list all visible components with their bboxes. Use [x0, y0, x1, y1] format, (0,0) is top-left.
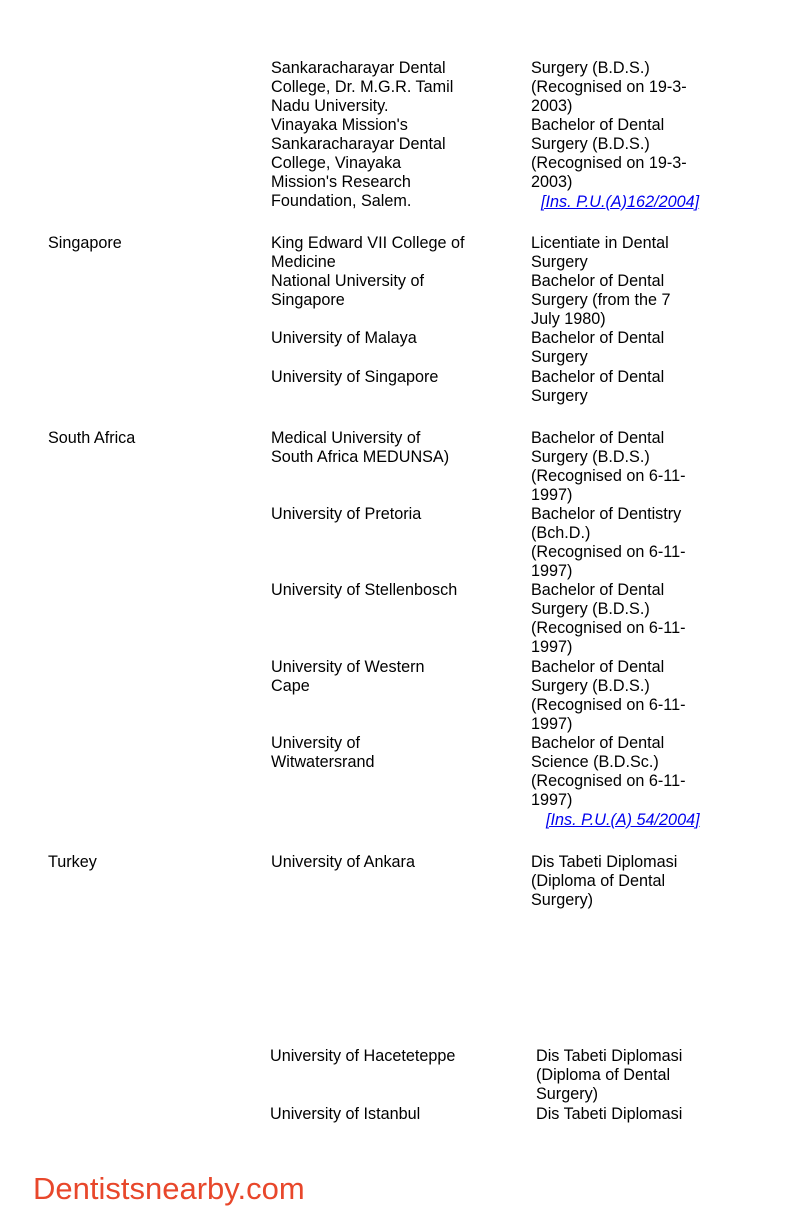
institution-western-cape: University of Western Cape — [271, 658, 425, 696]
qualification-stellenbosch: Bachelor of Dental Surgery (B.D.S.) (Recognised on 6-11- 1997) — [531, 581, 686, 657]
qualification-nus: Bachelor of Dental Surgery (from the 7 July 1980) — [531, 272, 671, 329]
qualification-pretoria: Bachelor of Dentistry (Bch.D.) (Recognised on 6-11- 1997) — [531, 505, 686, 581]
institution-witwatersrand: University of Witwatersrand — [271, 734, 375, 772]
institution-ankara: University of Ankara — [271, 853, 415, 871]
qualification-ankara: Dis Tabeti Diplomasi (Diploma of Dental Surgery) — [531, 853, 678, 910]
institution-istanbul: University of Istanbul — [270, 1105, 421, 1123]
qualification-vinayaka: Bachelor of Dental Surgery (B.D.S.) (Recognised on 19-3- 2003) — [531, 116, 687, 192]
qualification-sankaracharayar: Surgery (B.D.S.) (Recognised on 19-3- 2003) — [531, 59, 687, 116]
qualification-king-edward: Licentiate in Dental Surgery — [531, 234, 669, 272]
qualification-istanbul: Dis Tabeti Diplomasi — [536, 1105, 683, 1123]
institution-vinayaka: Vinayaka Mission's Sankaracharayar Dental College, Vinayaka Mission's Research Foundation, Salem. — [271, 116, 446, 211]
institution-malaya: University of Malaya — [271, 329, 417, 347]
institution-stellenbosch: University of Stellenbosch — [271, 581, 458, 599]
institution-singapore: University of Singapore — [271, 368, 439, 386]
qualification-witwatersrand: Bachelor of Dental Science (B.D.Sc.) (Recognised on 6-11- 1997) — [531, 734, 686, 810]
qualification-western-cape: Bachelor of Dental Surgery (B.D.S.) (Recognised on 6-11- 1997) — [531, 658, 686, 734]
institution-medunsa: Medical University of South Africa MEDUNSA) — [271, 429, 450, 467]
amendment-link-54-2004[interactable]: [Ins. P.U.(A) 54/2004] — [546, 811, 700, 829]
qualification-singapore: Bachelor of Dental Surgery — [531, 368, 665, 406]
country-turkey: Turkey — [48, 853, 97, 871]
amendment-link-162-2004[interactable]: [Ins. P.U.(A)162/2004] — [541, 193, 700, 211]
qualification-haceteteppe: Dis Tabeti Diplomasi (Diploma of Dental Surgery) — [536, 1047, 683, 1104]
qualification-medunsa: Bachelor of Dental Surgery (B.D.S.) (Recognised on 6-11- 1997) — [531, 429, 686, 505]
country-singapore: Singapore — [48, 234, 122, 252]
site-watermark: Dentistsnearby.com — [33, 1171, 305, 1206]
institution-haceteteppe: University of Haceteteppe — [270, 1047, 456, 1065]
qualification-malaya: Bachelor of Dental Surgery — [531, 329, 665, 367]
institution-king-edward: King Edward VII College of Medicine — [271, 234, 465, 272]
country-south-africa: South Africa — [48, 429, 136, 447]
institution-pretoria: University of Pretoria — [271, 505, 422, 523]
institution-sankaracharayar: Sankaracharayar Dental College, Dr. M.G.R. Tamil Nadu University. — [271, 59, 454, 116]
institution-nus: National University of Singapore — [271, 272, 424, 310]
